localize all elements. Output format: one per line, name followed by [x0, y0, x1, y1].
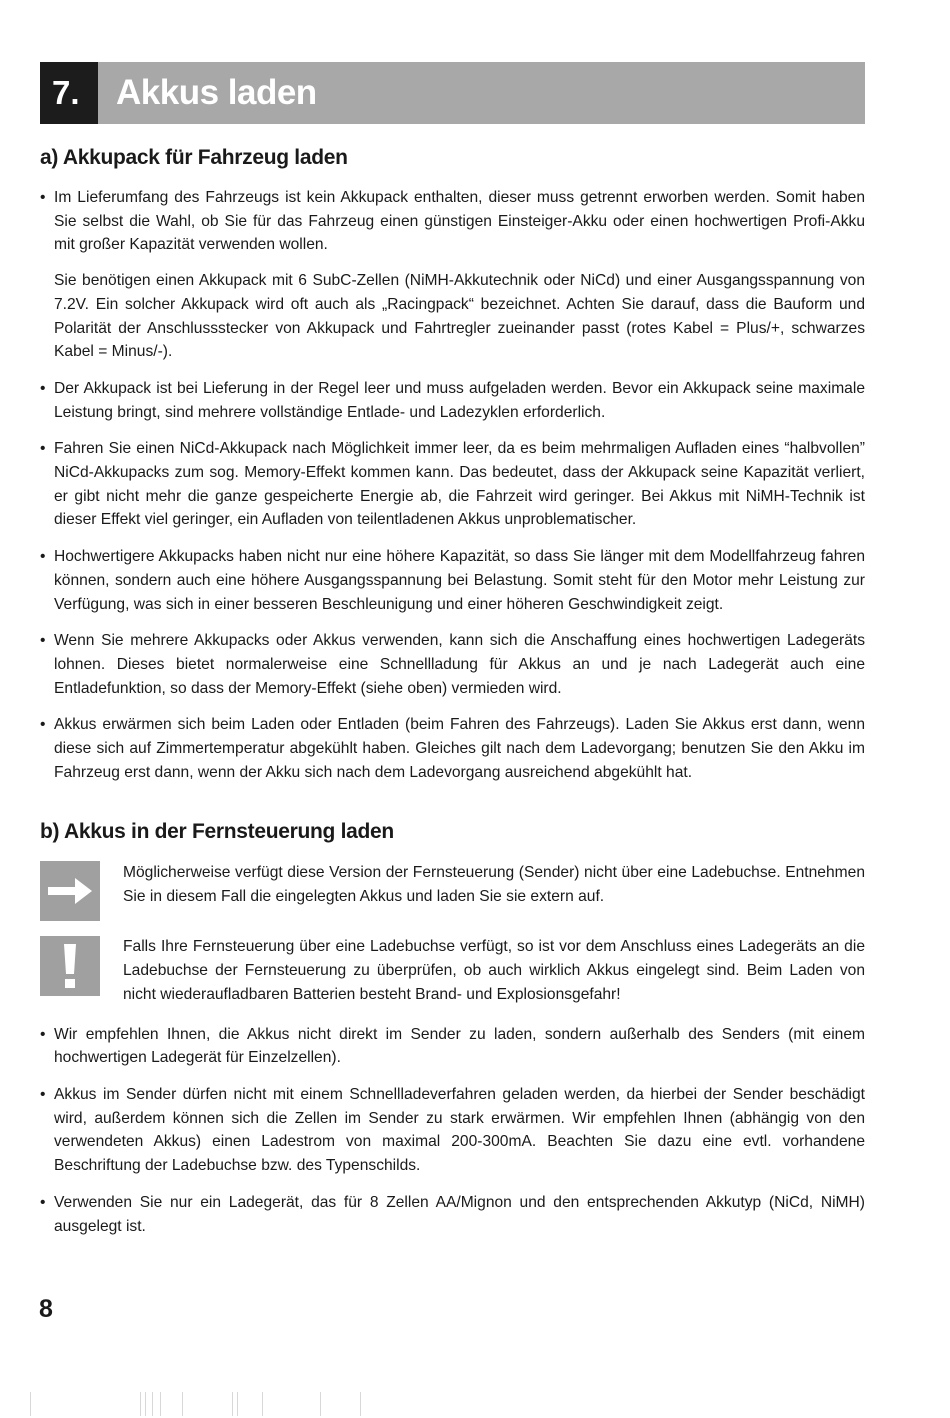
section-a-heading: a) Akkupack für Fahrzeug laden [40, 146, 348, 169]
bullet-item: • Hochwertigere Akkupacks haben nicht nur eine höhere Kapazität, so dass Sie länger mit dem Modellfahrzeug fahren können, sondern auch eine höhere Ausgangsspannung bei Belastung. Somit steht für den Motor mehr Leistung zur Verfügung, was sich in einer besseren Beschleunigung und einer höheren Geschwindigkeit zeigt. [40, 545, 865, 616]
bullet-item: • Akkus erwärmen sich beim Laden oder Entladen (beim Fahren des Fahrzeugs). Laden Sie Akkus erst dann, wenn diese sich auf Zimmertemperatur abgekühlt haben. Gleiches gilt nach dem Ladevorgang; benutzen Sie den Akku im Fahrzeug erst dann, wenn der Akku sich nach dem Ladevorgang ausreichend abgekühlt hat. [40, 713, 865, 784]
bullet-item: • Verwenden Sie nur ein Ladegerät, das für 8 Zellen AA/Mignon und den entsprechenden Akkutyp (NiCd, NiMH) ausgelegt ist. [40, 1191, 865, 1238]
warning-notice [40, 935, 865, 1006]
warning-notice-text: Falls Ihre Fernsteuerung über eine Ladebuchse verfügt, so ist vor dem Anschluss eines Ladegeräts an die Ladebuchse der Fernsteuerung zu überprüfen, ob auch wirklich Akkus eingelegt sind. Beim Laden von nicht wiederaufladbaren Batterien besteht Brand- und Explosionsgefahr! [123, 938, 865, 1003]
info-notice [40, 861, 865, 921]
bullet-continuation: Sie benötigen einen Akkupack mit 6 SubC-Zellen (NiMH-Akkutechnik oder NiCd) und einer Ausgangsspannung von 7.2V. Ein solcher Akkupack wird oft auch als „Racingpack“ bezeichnet. Achten Sie darauf, dass die Bauform und Polarität der Anschlussstecker von Akkupack und Fahrtregler zueinander passt (rotes Kabel = Plus/+, schwarzes Kabel = Minus/-). [54, 272, 865, 361]
section-b-heading: b) Akkus in der Fernsteuerung laden [40, 820, 394, 844]
bullet-item: • Fahren Sie einen NiCd-Akkupack nach Möglichkeit immer leer, da es beim mehrmaligen Aufladen eines “halbvollen” NiCd-Akkupacks zum sog. Memory-Effekt kommen kann. Das bedeutet, dass der Akkupack seine Kapazität verliert, er gibt nicht mehr die ganze gespeicherte Energie ab, die Fahrzeit wird geringer. Bei Akkus mit NiMH-Technik ist dieser Effekt viel geringer, ein Aufladen von teilentladenen Akkus unproblematischer. [40, 437, 865, 532]
chapter-number: 7. [40, 62, 98, 124]
bullet-item: • Im Lieferumfang des Fahrzeugs ist kein Akkupack enthalten, dieser muss getrennt erworben werden. Somit haben Sie selbst die Wahl, ob Sie für das Fahrzeug einen günstigen Einsteiger-Akku oder einen hochwertigen Profi-Akku mit großer Kapazität verwenden wollen. [40, 186, 865, 257]
page-content [40, 62, 865, 1251]
bullet-item: • Wenn Sie mehrere Akkupacks oder Akkus verwenden, kann sich die Anschaffung eines hochwertigen Ladegeräts lohnen. Dieses bietet normalerweise eine Schnellladung für Akkus an und je nach Ladegerät auch eine Entladefunktion, so dass der Memory-Effekt (siehe oben) vermieden wird. [40, 629, 865, 700]
chapter-title: Akkus laden [98, 62, 865, 124]
bullet-item: • Wir empfehlen Ihnen, die Akkus nicht direkt im Sender zu laden, sondern außerhalb des Senders (mit einem hochwertigen Ladegerät für Einzelzellen). [40, 1023, 865, 1070]
bullet-item: • Akkus im Sender dürfen nicht mit einem Schnellladeverfahren geladen werden, da hierbei der Sender beschädigt wird, außerdem können sich die Zellen im Sender zu stark erwärmen. Wir empfehlen Ihnen (abhängig von den verwendeten Akkus) einen Ladestrom von maximal 200-300mA. Beachten Sie dazu eine evtl. vorhandene Beschriftung der Ladebuchse bzw. des Typenschilds. [40, 1083, 865, 1178]
info-notice-text: Möglicherweise verfügt diese Version der Fernsteuerung (Sender) nicht über eine Ladebuchse. Entnehmen Sie in diesem Fall die eingelegten Akkus und laden Sie sie extern auf. [123, 864, 865, 906]
bullet-item: • Der Akkupack ist bei Lieferung in der Regel leer und muss aufgeladen werden. Bevor ein Akkupack seine maximale Leistung bringt, sind mehrere vollständige Entlade- und Ladezyklen erforderlich. [40, 377, 865, 424]
arrow-right-icon [40, 861, 100, 921]
page-number: 8 [39, 1295, 53, 1323]
print-marks [0, 1392, 400, 1418]
exclamation-icon [40, 936, 100, 996]
chapter-header [40, 62, 865, 124]
